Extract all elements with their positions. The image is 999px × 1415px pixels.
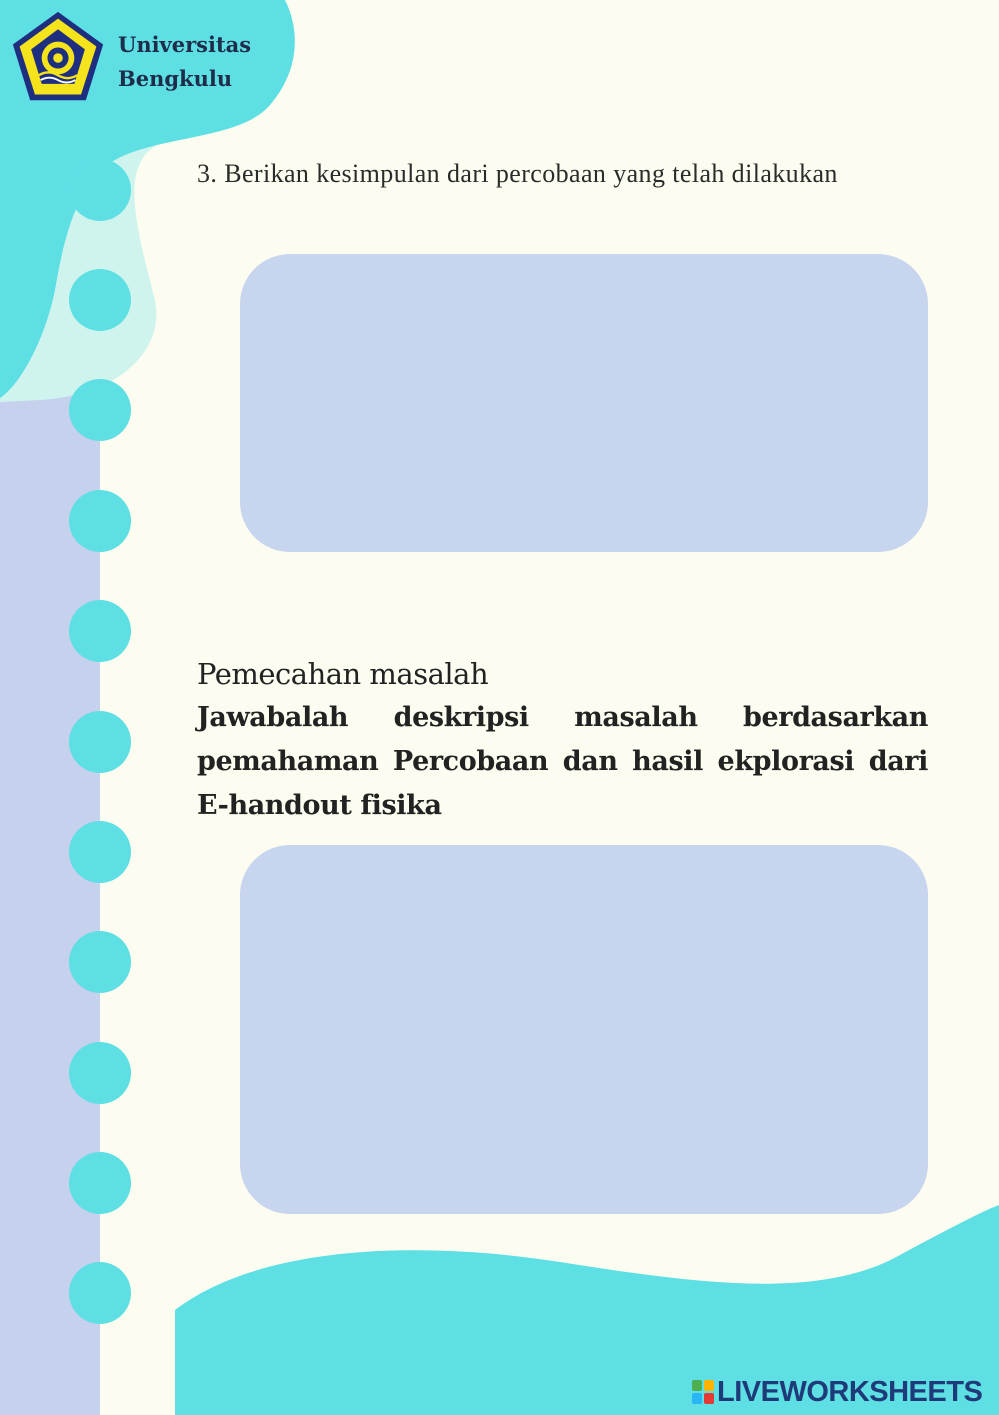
binder-ring [69,490,131,552]
brand-line-2: Bengkulu [118,66,233,91]
brand-name [118,28,251,96]
binder-ring [69,159,131,221]
binder-ring [69,1262,131,1324]
binder-ring [69,1042,131,1104]
binder-ring [69,1152,131,1214]
question-text: 3. Berikan kesimpulan dari percobaan yang telah dilakukan [197,159,838,188]
binder-ring [69,600,131,662]
section-instruction: Jawabalah deskripsi masalah berdasarkan pemahaman Percobaan dan hasil ekplorasi dari E-handout fisika [197,702,928,821]
liveworksheets-logo-icon [692,1380,714,1404]
liveworksheets-watermark [692,1372,982,1412]
binder-ring [69,931,131,993]
binder-ring [69,379,131,441]
answer-box-conclusion[interactable] [240,254,928,552]
watermark-text: LIVEWORKSHEETS [717,1375,983,1408]
binder-ring [69,821,131,883]
section-title: Pemecahan masalah [197,657,489,691]
answer-box-problem-solving[interactable] [240,845,928,1214]
binder-ring [69,711,131,773]
brand-line-1: Universitas [118,32,252,57]
university-logo-icon [10,10,106,106]
binder-ring [69,269,131,331]
